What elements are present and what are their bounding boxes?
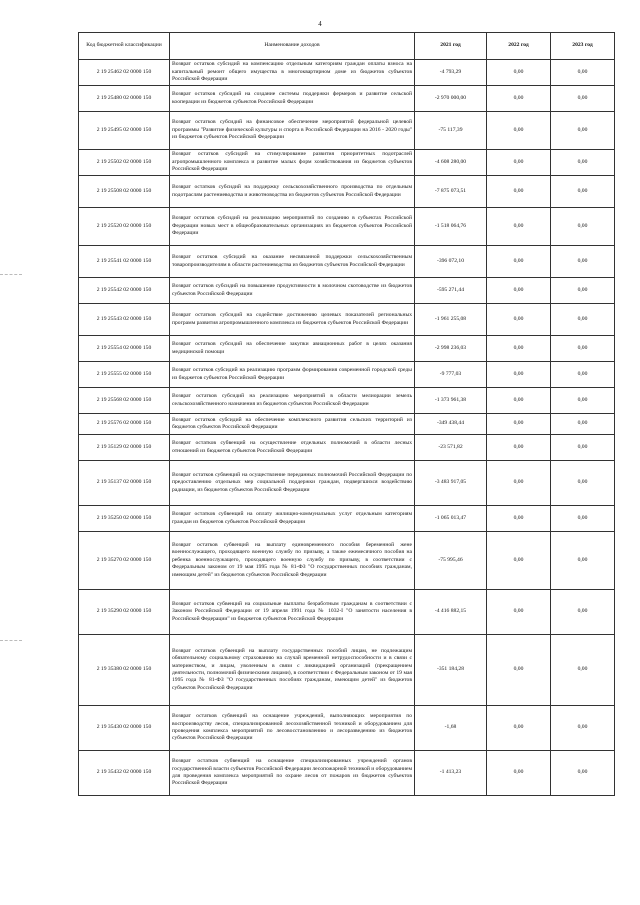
row-2021-value: -4 793,29 [415,60,487,86]
row-2023-value: 0,00 [551,435,615,461]
row-2021-value: -1 518 064,76 [415,208,487,246]
row-2021-value: -1 373 961,38 [415,388,487,414]
row-code: 2 19 25495 02 0000 150 [79,112,170,150]
row-2021-value: -75 117,39 [415,112,487,150]
row-name: Возврат остатков субсидий на создание системы поддержки фермеров и развитие сельской кооперации из бюджетов субъектов Российской Федерации [170,86,415,112]
row-2023-value: 0,00 [551,304,615,336]
row-name: Возврат остатков субсидий на оказание несвязанной поддержки сельскохозяйственным товаропроизводителям в области растениеводства из бюджетов субъектов Российской Федерации [170,246,415,278]
row-name: Возврат остатков субвенций на выплату единовременного пособия беременной жене военнослужащего, проходящего военную службу по призыву, а также ежемесячного пособия на ребенка военнослужащего, проходящего военную службу по призыву, в соответствии с Федеральным законом от 19 мая 1995 года № 81-ФЗ "О государственных пособиях гражданам, имеющим детей" из бюджетов субъектов Российской Федерации [170,532,415,590]
row-code: 2 19 25541 02 0000 150 [79,246,170,278]
header-name: Наименование доходов [170,33,415,60]
row-2021-value: -349 438,44 [415,414,487,435]
row-2021-value: -9 777,03 [415,362,487,388]
row-2021-value: -396 072,10 [415,246,487,278]
margin-divider [0,274,22,275]
header-2021: 2021 год [415,33,487,60]
row-code: 2 19 35432 02 0000 150 [79,751,170,796]
row-name: Возврат остатков субвенций на выплату государственных пособий лицам, не подлежащим обязательному социальному страхованию на случай временной нетрудоспособности и в связи с материнством, и лицам, уволенным в связи с ликвидацией организаций (прекращением деятельности, полномочий физическими лицами), в соответствии с Федеральным законом от 19 мая 1995 года № 81-ФЗ "О государственных пособиях гражданам, имеющим детей" из бюджетов субъектов Российской Федерации [170,635,415,706]
row-code: 2 19 35250 02 0000 150 [79,506,170,532]
row-code: 2 19 35430 02 0000 150 [79,706,170,751]
row-2022-value: 0,00 [487,246,551,278]
row-name: Возврат остатков субсидий на обеспечение комплексного развития сельских территорий из бюджетов субъектов Российской Федерации [170,414,415,435]
row-2021-value: -4 608 280,00 [415,150,487,176]
row-2022-value: 0,00 [487,362,551,388]
row-2022-value: 0,00 [487,304,551,336]
row-2023-value: 0,00 [551,706,615,751]
row-2023-value: 0,00 [551,60,615,86]
table-header-row [79,33,615,60]
row-2023-value: 0,00 [551,150,615,176]
row-2022-value: 0,00 [487,388,551,414]
row-2022-value: 0,00 [487,590,551,635]
row-name: Возврат остатков субсидий на повышение продуктивности в молочном скотоводстве из бюджетов субъектов Российской Федерации [170,278,415,304]
row-2022-value: 0,00 [487,435,551,461]
row-name: Возврат остатков субвенций на оплату жилищно-коммунальных услуг отдельным категориям граждан из бюджетов субъектов Российской Федерации [170,506,415,532]
row-2023-value: 0,00 [551,362,615,388]
row-2021-value: -351 184,28 [415,635,487,706]
table-row [79,706,615,751]
table-row [79,635,615,706]
row-2021-value: -1 065 013,47 [415,506,487,532]
row-2021-value: -1 961 255,08 [415,304,487,336]
table-row [79,60,615,86]
revenue-table [78,32,615,796]
row-2023-value: 0,00 [551,176,615,208]
row-2023-value: 0,00 [551,414,615,435]
row-code: 2 19 25520 02 0000 150 [79,208,170,246]
table-row [79,506,615,532]
table-row [79,336,615,362]
table-row [79,362,615,388]
row-code: 2 19 25462 02 0000 150 [79,60,170,86]
row-code: 2 19 25508 02 0000 150 [79,176,170,208]
table-row [79,461,615,506]
row-2022-value: 0,00 [487,86,551,112]
row-2022-value: 0,00 [487,150,551,176]
row-2022-value: 0,00 [487,461,551,506]
row-2021-value: -23 571,82 [415,435,487,461]
table-row [79,208,615,246]
row-2023-value: 0,00 [551,86,615,112]
row-2023-value: 0,00 [551,208,615,246]
row-name: Возврат остатков субвенций на осуществление переданных полномочий Российской Федерации по предоставлению отдельных мер социальной поддержки граждан, подвергшихся воздействию радиации, из бюджетов субъектов Российской Федерации [170,461,415,506]
row-2022-value: 0,00 [487,176,551,208]
row-2023-value: 0,00 [551,388,615,414]
row-2023-value: 0,00 [551,532,615,590]
row-name: Возврат остатков субвенций на осуществление отдельных полномочий в области лесных отношений из бюджетов субъектов Российской Федерации [170,435,415,461]
row-2022-value: 0,00 [487,278,551,304]
row-2023-value: 0,00 [551,461,615,506]
row-code: 2 19 35137 02 0000 150 [79,461,170,506]
row-2023-value: 0,00 [551,278,615,304]
page-number: 4 [318,20,322,28]
row-code: 2 19 25555 02 0000 150 [79,362,170,388]
margin-divider [0,640,22,641]
row-name: Возврат остатков субсидий на реализацию программ формирования современной городской среды из бюджетов субъектов Российской Федерации [170,362,415,388]
row-2022-value: 0,00 [487,336,551,362]
row-name: Возврат остатков субсидий на поддержку сельскохозяйственного производства по отдельным подотраслям растениеводства и животноводства из бюджетов субъектов Российской Федерации [170,176,415,208]
row-2022-value: 0,00 [487,532,551,590]
row-code: 2 19 25554 02 0000 150 [79,336,170,362]
row-2023-value: 0,00 [551,635,615,706]
row-name: Возврат остатков субсидий на финансовое обеспечение мероприятий федеральной целевой программы "Развитие физической культуры и спорта в Российской Федерации на 2016 - 2020 годы" из бюджетов субъектов Российской Федерации [170,112,415,150]
row-2021-value: -2 998 236,03 [415,336,487,362]
row-2021-value: -4 416 882,15 [415,590,487,635]
row-code: 2 19 35380 02 0000 150 [79,635,170,706]
row-2021-value: -2 970 000,00 [415,86,487,112]
row-code: 2 19 25568 02 0000 150 [79,388,170,414]
row-2021-value: -595 271,44 [415,278,487,304]
row-2023-value: 0,00 [551,112,615,150]
row-2022-value: 0,00 [487,706,551,751]
row-2022-value: 0,00 [487,635,551,706]
row-code: 2 19 35270 02 0000 150 [79,532,170,590]
row-code: 2 19 25480 02 0000 150 [79,86,170,112]
row-2022-value: 0,00 [487,60,551,86]
row-name: Возврат остатков субсидий на содействие достижению целевых показателей региональных программ развития агропромышленного комплекса из бюджетов субъектов Российской Федерации [170,304,415,336]
row-name: Возврат остатков субсидий на компенсацию отдельным категориям граждан оплаты взноса на капитальный ремонт общего имущества в многоквартирном доме из бюджетов субъектов Российской Федерации [170,60,415,86]
row-code: 2 19 35129 02 0000 150 [79,435,170,461]
row-2021-value: -1,68 [415,706,487,751]
row-name: Возврат остатков субвенций на оснащение учреждений, выполняющих мероприятия по воспроизводству лесов, специализированной лесохозяйственной техникой и оборудованием для проведения комплекса мероприятий по лесовосстановлению и лесоразведению из бюджетов субъектов Российской Федерации [170,706,415,751]
table-row [79,86,615,112]
row-2022-value: 0,00 [487,506,551,532]
row-code: 2 19 25542 02 0000 150 [79,278,170,304]
row-2023-value: 0,00 [551,590,615,635]
row-2022-value: 0,00 [487,208,551,246]
table-row [79,751,615,796]
row-2021-value: -7 875 073,51 [415,176,487,208]
row-name: Возврат остатков субвенций на социальные выплаты безработным гражданам в соответствии с Законом Российской Федерации от 19 апреля 1991 года № 1032-I "О занятости населения в Российской Федерации" из бюджетов субъектов Российской Федерации [170,590,415,635]
row-2022-value: 0,00 [487,414,551,435]
row-name: Возврат остатков субсидий на обеспечение закупки авиационных работ в целях оказания медицинской помощи [170,336,415,362]
header-2022: 2022 год [487,33,551,60]
row-2023-value: 0,00 [551,336,615,362]
table-row [79,414,615,435]
header-code: Код бюджетной классификации [79,33,170,60]
table-row [79,435,615,461]
row-code: 2 19 25502 02 0000 150 [79,150,170,176]
table-row [79,176,615,208]
row-name: Возврат остатков субсидий на реализацию мероприятий по созданию в субъектах Российской Федерации новых мест в общеобразовательных организациях из бюджетов субъектов Российской Федерации [170,208,415,246]
row-2021-value: -3 483 917,05 [415,461,487,506]
header-2023: 2023 год [551,33,615,60]
row-code: 2 19 25543 02 0000 150 [79,304,170,336]
row-code: 2 19 35290 02 0000 150 [79,590,170,635]
table-row [79,278,615,304]
row-name: Возврат остатков субвенций на оснащение специализированных учреждений органов государственной власти субъектов Российской Федерации лесопожарной техникой и оборудованием для проведения комплекса мероприятий по охране лесов от пожаров из бюджетов субъектов Российской Федерации [170,751,415,796]
row-2023-value: 0,00 [551,506,615,532]
row-2022-value: 0,00 [487,751,551,796]
row-2022-value: 0,00 [487,112,551,150]
table-row [79,590,615,635]
table-row [79,304,615,336]
table-row [79,112,615,150]
table-row [79,532,615,590]
row-code: 2 19 25576 02 0000 150 [79,414,170,435]
row-name: Возврат остатков субсидий на стимулирование развития приоритетных подотраслей агропромышленного комплекса и развитие малых форм хозяйствования из бюджетов субъектов Российской Федерации [170,150,415,176]
row-2021-value: -75 995,46 [415,532,487,590]
table-row [79,246,615,278]
row-2023-value: 0,00 [551,751,615,796]
table-row [79,388,615,414]
row-2021-value: -1 413,23 [415,751,487,796]
row-name: Возврат остатков субсидий на реализацию мероприятий в области мелиорации земель сельскохозяйственного назначения из бюджетов субъектов Российской Федерации [170,388,415,414]
row-2023-value: 0,00 [551,246,615,278]
table-row [79,150,615,176]
